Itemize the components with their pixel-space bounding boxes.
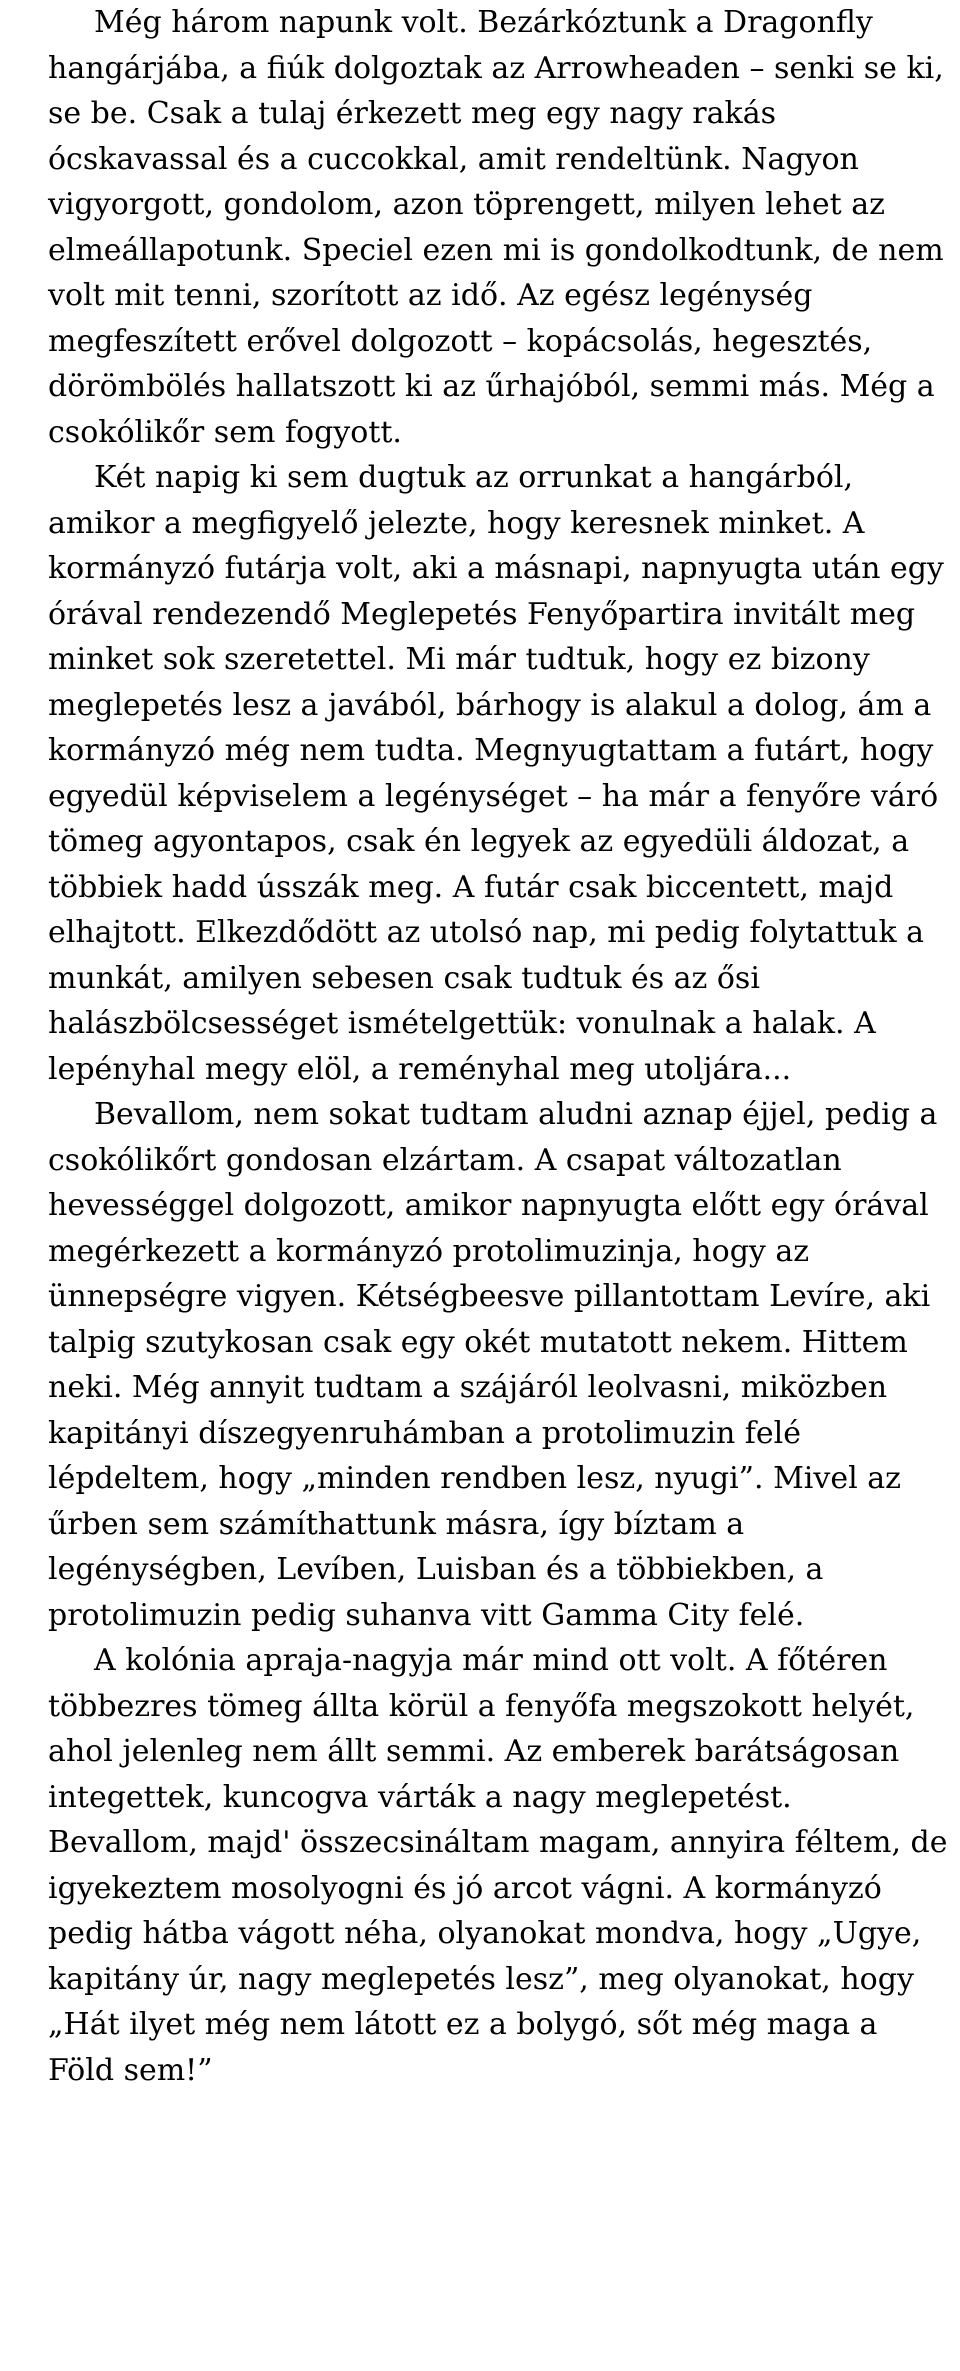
paragraph-2: Két napig ki sem dugtuk az orrunkat a hangárból, amikor a megfigyelő jelezte, hogy keresnek minket. A kormányzó futárja volt, aki a másnapi, napnyugta után egy órával rendezendő Meglepetés Fenyőpartira invitált meg minket sok szeretettel. Mi már tudtuk, hogy ez bizony meglepetés lesz a javából, bárhogy is alakul a dolog, ám a kormányzó még nem tudta. Megnyugtattam a futárt, hogy egyedül képviselem a legénységet – ha már a fenyőre váró tömeg agyontapos, csak én legyek az egyedüli áldozat, a többiek hadd ússzák meg. A futár csak biccentett, majd elhajtott. Elkezdődött az utolsó nap, mi pedig folytattuk a munkát, amilyen sebesen csak tudtuk és az ősi halászbölcsességet ismételgettük: vonulnak a halak. A lepényhal megy elöl, a reményhal meg utoljára... (48, 460, 944, 1087)
paragraph-3: Bevallom, nem sokat tudtam aludni aznap éjjel, pedig a csokólikőrt gondosan elzártam. A csapat változatlan hevességgel dolgozott, amikor napnyugta előtt egy órával megérkezett a kormányzó protolimuzinja, hogy az ünnepségre vigyen. Kétségbeesve pillantottam Levíre, aki talpig szutykosan csak egy okét mutatott nekem. Hittem neki. Még annyit tudtam a szájáról leolvasni, miközben kapitányi díszegyenruhámban a protolimuzin felé lépdeltem, hogy „minden rendben lesz, nyugi”. Mivel az űrben sem számíthattunk másra, így bíztam a legénységben, Levíben, Luisban és a többiekben, a protolimuzin pedig suhanva vitt Gamma City felé. (48, 1097, 938, 1633)
paragraph-4: A kolónia apraja-nagyja már mind ott volt. A főtéren többezres tömeg állta körül a fenyőfa megszokott helyét, ahol jelenleg nem állt semmi. Az emberek barátságosan integettek, kuncogva várták a nagy meglepetést. Bevallom, majd' összecsináltam magam, annyira féltem, de igyekeztem mosolyogni és jó arcot vágni. A kormányzó pedig hátba vágott néha, olyanokat mondva, hogy „Ugye, kapitány úr, nagy meglepetés lesz”, meg olyanokat, hogy „Hát ilyet még nem látott ez a bolygó, sőt még maga a Föld sem!” (48, 1643, 948, 2088)
paragraph-1: Még három napunk volt. Bezárkóztunk a Dragonfly hangárjába, a fiúk dolgoztak az Arrowheaden – senki se ki, se be. Csak a tulaj érkezett meg egy nagy rakás ócskavassal és a cuccokkal, amit rendeltünk. Nagyon vigyorgott, gondolom, azon töprengett, milyen lehet az elmeállapotunk. Speciel ezen mi is gondolkodtunk, de nem volt mit tenni, szorított az idő. Az egész legénység megfeszített erővel dolgozott – kopácsolás, hegesztés, dörömbölés hallatszott ki az űrhajóból, semmi más. Még a csokólikőr sem fogyott. (48, 5, 944, 450)
